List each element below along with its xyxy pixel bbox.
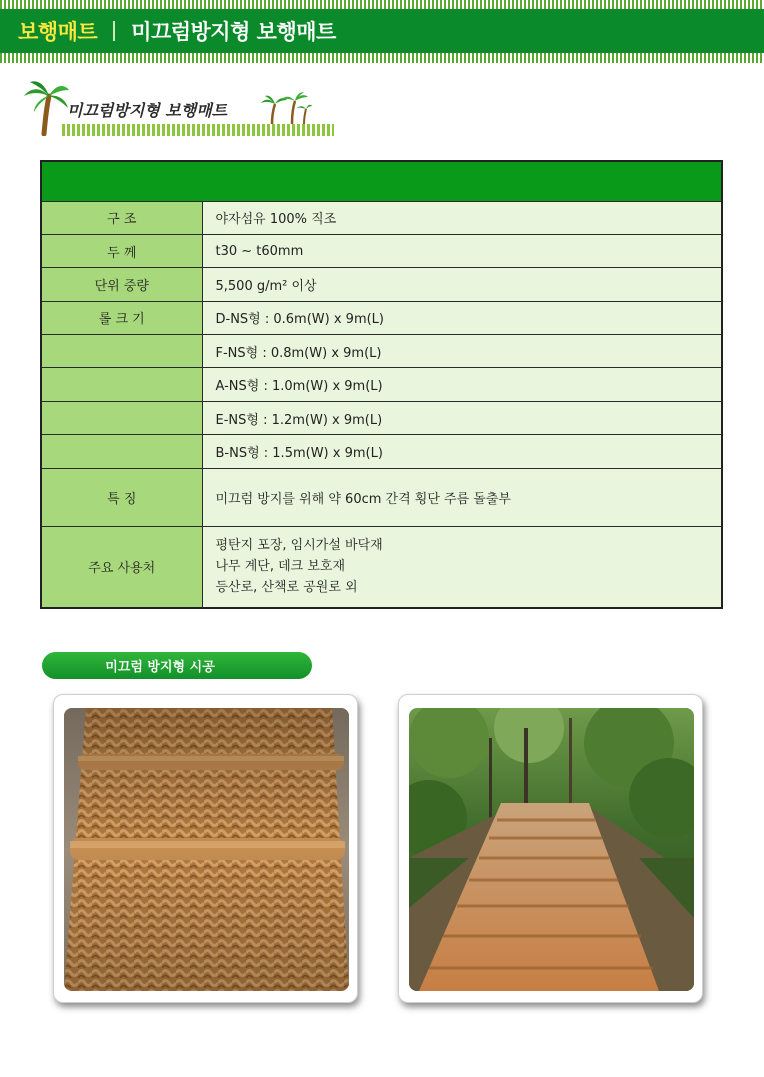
table-row xyxy=(41,401,722,434)
row-label: 단위 중량 xyxy=(41,268,202,301)
table-row xyxy=(41,234,722,267)
spec-table xyxy=(40,160,723,609)
row-value: 미끄럼 방지를 위해 약 60cm 간격 횡단 주름 돌출부 xyxy=(202,468,722,526)
row-label: 두 께 xyxy=(41,234,202,267)
row-value: A-NS형 : 1.0m(W) x 9m(L) xyxy=(202,368,722,401)
row-value: 야자섬유 100% 직조 xyxy=(202,201,722,234)
use-item: 나무 계단, 데크 보호재 xyxy=(215,559,346,575)
table-header-row xyxy=(41,161,722,201)
table-header xyxy=(41,161,722,201)
banner-top-stripes xyxy=(0,0,764,9)
header-banner xyxy=(0,9,764,53)
construction-heading: 미끄럼 방지형 시공 xyxy=(42,652,312,679)
photo-frame xyxy=(398,694,703,1003)
row-label: 주요 사용처 xyxy=(41,526,202,608)
banner-bottom-stripes xyxy=(0,53,764,63)
use-item: 등산로, 산책로 공원로 외 xyxy=(215,580,358,596)
table-row xyxy=(41,201,722,234)
row-label xyxy=(41,401,202,434)
forest-trail-mat-photo xyxy=(409,708,694,991)
table-row xyxy=(41,368,722,401)
small-palm-trees-icon xyxy=(260,92,312,124)
row-label: 롤 크 기 xyxy=(41,301,202,334)
row-value: F-NS형 : 0.8m(W) x 9m(L) xyxy=(202,335,722,368)
banner-divider xyxy=(113,21,115,41)
table-row xyxy=(41,468,722,526)
row-label: 구 조 xyxy=(41,201,202,234)
banner-title: 미끄럼방지형 보행매트 xyxy=(131,20,336,44)
use-item: 평탄지 포장, 임시가설 바닥재 xyxy=(215,538,383,554)
row-value: D-NS형 : 0.6m(W) x 9m(L) xyxy=(202,301,722,334)
section-heading xyxy=(22,78,322,136)
row-value: B-NS형 : 1.5m(W) x 9m(L) xyxy=(202,435,722,468)
coir-mat-closeup-photo xyxy=(64,708,349,991)
banner-brand: 보행매트 xyxy=(18,20,98,44)
section-title: 미끄럼방지형 보행매트 xyxy=(67,101,228,120)
row-value: 5,500 g/m² 이상 xyxy=(202,268,722,301)
heading-underline xyxy=(62,124,334,136)
table-row xyxy=(41,268,722,301)
row-value-list xyxy=(202,526,722,608)
row-label xyxy=(41,368,202,401)
table-row xyxy=(41,526,722,608)
photo-frame xyxy=(53,694,358,1003)
row-value: E-NS형 : 1.2m(W) x 9m(L) xyxy=(202,401,722,434)
row-value: t30 ~ t60mm xyxy=(202,234,722,267)
table-row xyxy=(41,335,722,368)
table-row xyxy=(41,301,722,334)
row-label: 특 징 xyxy=(41,468,202,526)
row-label xyxy=(41,335,202,368)
row-label xyxy=(41,435,202,468)
table-row xyxy=(41,435,722,468)
